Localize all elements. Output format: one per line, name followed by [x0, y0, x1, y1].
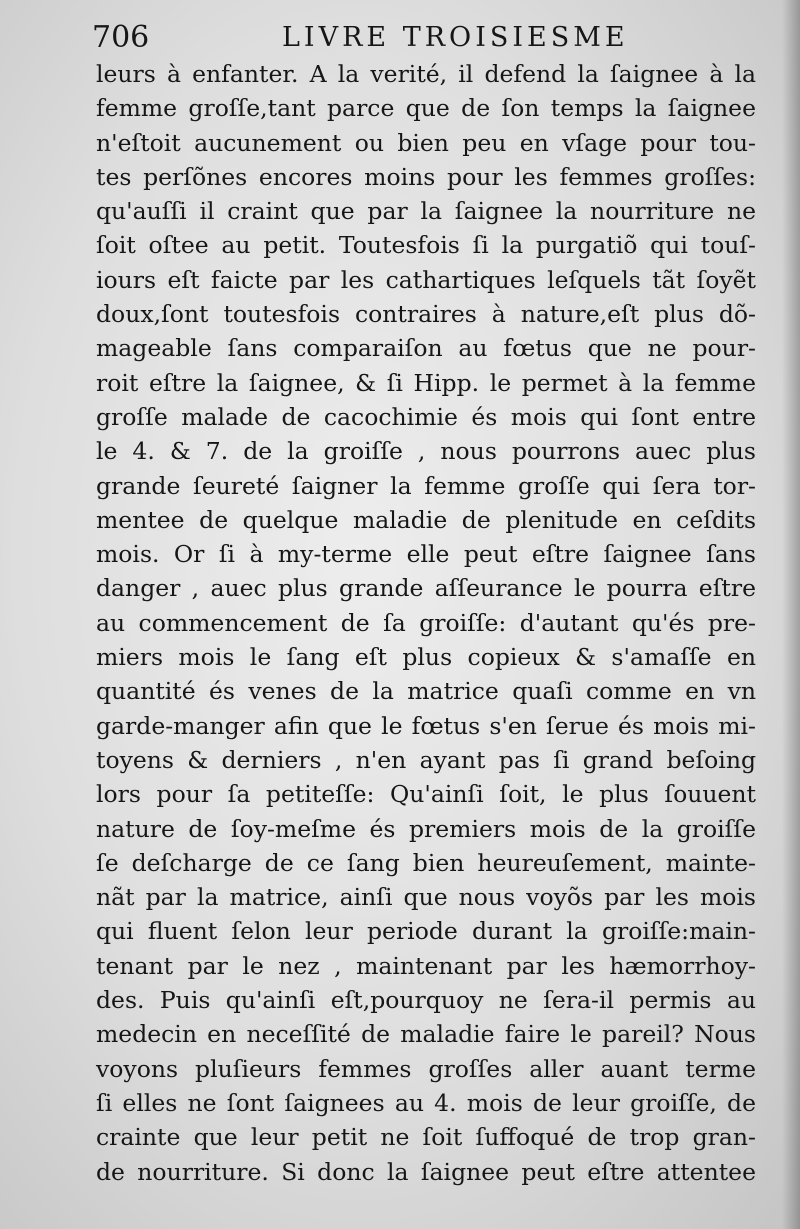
- text-line: miers mois le ſang eſt plus copieux & s'amaſſe en: [96, 643, 756, 672]
- text-line: ſoit oſtee au petit. Toutesfois ſi la purgatiõ qui touſ-: [96, 231, 756, 260]
- text-line: danger , auec plus grande aſſeurance le pourra eſtre: [96, 574, 756, 603]
- text-line: nature de ſoy-meſme és premiers mois de la groiſſe: [96, 814, 756, 843]
- text-line: garde-manger afin que le fœtus s'en ſerue és mois mi-: [96, 711, 756, 740]
- text-line: qui fluent ſelon leur periode durant la groiſſe:main-: [96, 917, 756, 946]
- text-line: groſſe malade de cacochimie és mois qui ſont entre: [96, 402, 756, 431]
- text-body: [96, 57, 756, 1189]
- text-line: mentee de quelque maladie de plenitude en ceſdits: [96, 505, 756, 534]
- text-line: mageable ſans comparaiſon au fœtus que ne pour-: [96, 334, 756, 363]
- text-line: toyens & derniers , n'en ayant pas ſi grand beſoing: [96, 745, 756, 774]
- text-line: doux,ſont toutesfois contraires à nature,eſt plus dõ-: [96, 300, 756, 329]
- text-line: leurs à enfanter. A la verité, il defend la ſaignee à la: [96, 60, 756, 88]
- text-line: ſe deſcharge de ce ſang bien heureuſement, mainte-: [96, 848, 756, 877]
- text-line: le 4. & 7. de la groiſſe , nous pourrons auec plus: [96, 437, 756, 466]
- text-line: ſi elles ne ſont ſaignees au 4. mois de leur groiſſe, de: [96, 1088, 756, 1117]
- text-line: iours eſt faicte par les cathartiques leſquels tãt ſoyẽt: [96, 265, 756, 294]
- text-line: crainte que leur petit ne ſoit ſuffoqué de trop gran-: [96, 1123, 756, 1152]
- text-line: nãt par la matrice, ainſi que nous voyõs par les mois: [96, 883, 756, 912]
- text-line: des. Puis qu'ainſi eſt,pourquoy ne ſera-il permis au: [96, 986, 756, 1015]
- running-title: LIVRE TROISIESME: [282, 22, 629, 53]
- text-line: grande ſeureté ſaigner la femme groſſe qui ſera tor-: [96, 471, 756, 500]
- text-line: tenant par le nez , maintenant par les hæmorrhoy-: [96, 951, 756, 980]
- text-line: lors pour ſa petiteſſe: Qu'ainſi ſoit, le plus ſouuent: [96, 780, 756, 809]
- text-line: medecin en neceſſité de maladie faire le pareil? Nous: [96, 1020, 756, 1049]
- page-edge-shadow: [782, 0, 800, 1229]
- page-number: 706: [92, 20, 150, 55]
- text-line: au commencement de ſa groiſſe: d'autant qu'és pre-: [96, 608, 756, 637]
- text-line: mois. Or ſi à my-terme elle peut eſtre ſaignee ſans: [96, 540, 756, 569]
- text-line: femme groſſe,tant parce que de ſon temps la ſaignee: [96, 94, 756, 123]
- text-line: voyons pluſieurs femmes groſſes aller auant terme: [96, 1054, 756, 1083]
- text-line: tes perſõnes encores moins pour les femmes groſſes:: [96, 162, 756, 191]
- text-line: qu'auſſi il craint que par la ſaignee la nourriture ne: [96, 197, 756, 226]
- text-line: roit eſtre la ſaignee, & ſi Hipp. le permet à la femme: [96, 368, 756, 397]
- text-line: quantité és venes de la matrice quaſi comme en vn: [96, 677, 756, 706]
- text-line: n'eſtoit aucunement ou bien peu en vſage pour tou-: [96, 128, 756, 157]
- text-line: de nourriture. Si donc la ſaignee peut eſtre attentee: [96, 1157, 756, 1186]
- running-head: [92, 18, 752, 58]
